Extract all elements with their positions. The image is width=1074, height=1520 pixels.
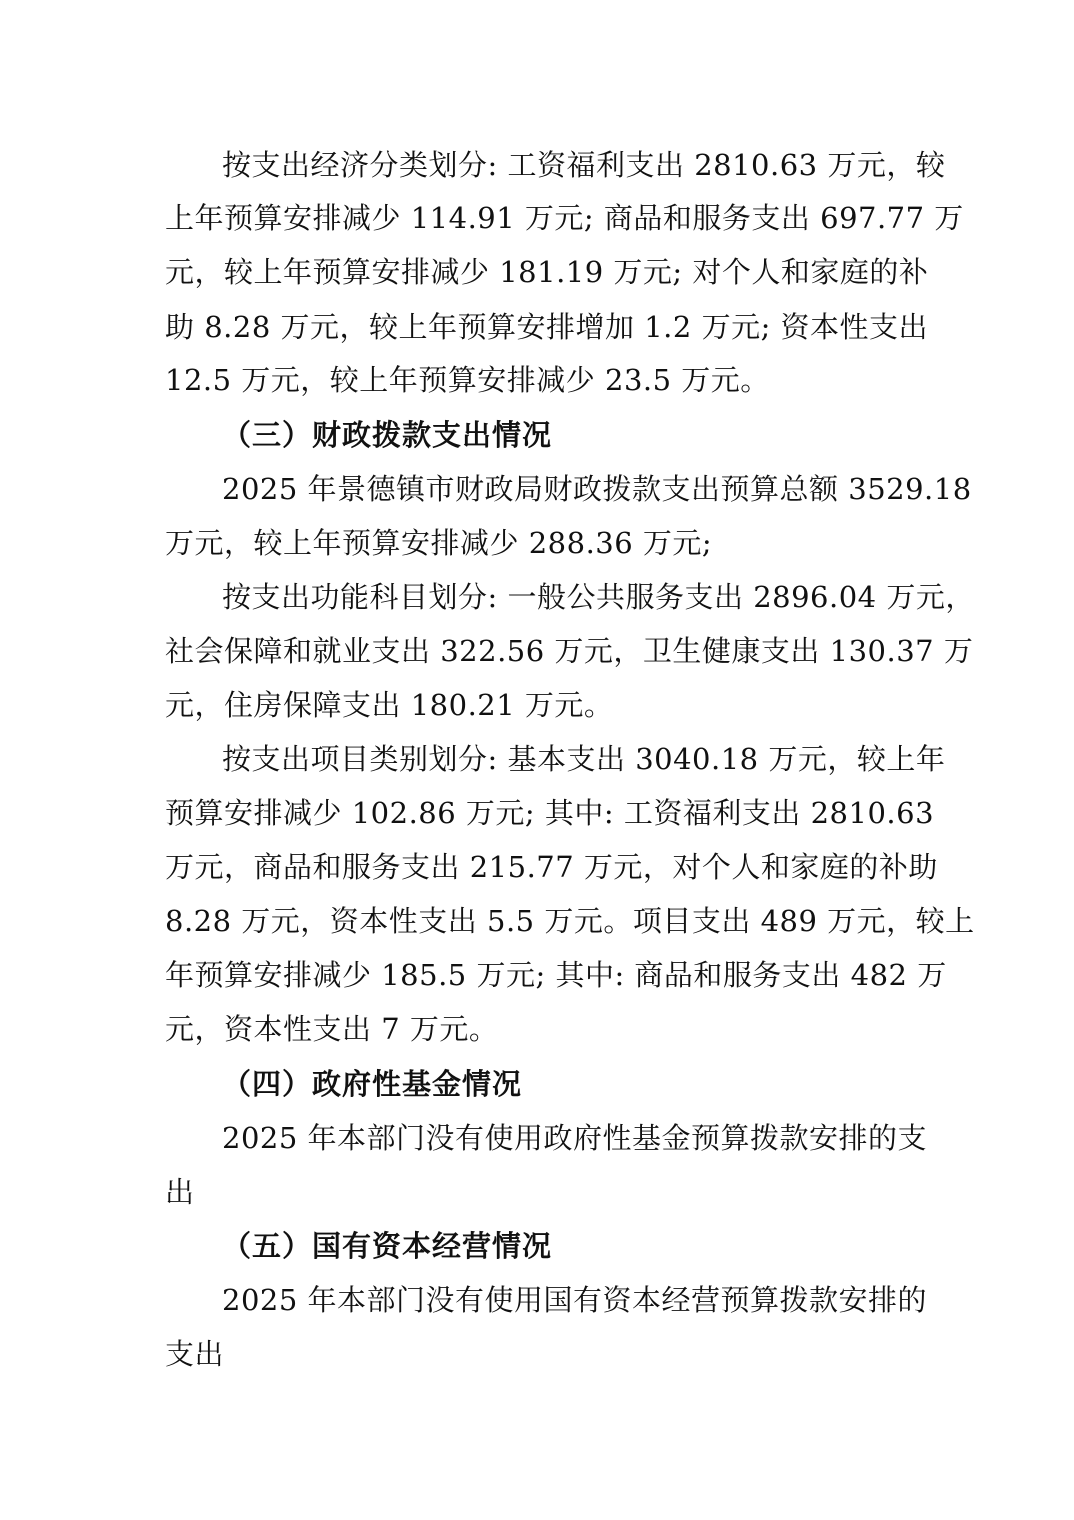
paragraph-project-category-line-5: 年预算安排减少 185.5 万元; 其中: 商品和服务支出 482 万 (165, 958, 947, 992)
paragraph-government-fund-line-2: 出 (165, 1175, 195, 1209)
section-heading-fiscal-appropriation: （三）财政拨款支出情况 (222, 418, 553, 452)
paragraph-economic-classification-line-1: 按支出经济分类划分: 工资福利支出 2810.63 万元，较 (222, 148, 946, 182)
section-heading-state-capital: （五）国有资本经营情况 (222, 1229, 553, 1263)
paragraph-state-capital-line-1: 2025 年本部门没有使用国有资本经营预算拨款安排的 (222, 1283, 928, 1317)
paragraph-economic-classification-line-4: 助 8.28 万元，较上年预算安排增加 1.2 万元; 资本性支出 (165, 310, 929, 344)
paragraph-total-budget-line-2: 万元，较上年预算安排减少 288.36 万元; (165, 526, 713, 560)
paragraph-economic-classification-line-3: 元，较上年预算安排减少 181.19 万元; 对个人和家庭的补 (165, 255, 929, 289)
paragraph-economic-classification-line-2: 上年预算安排减少 114.91 万元; 商品和服务支出 697.77 万 (165, 201, 964, 235)
paragraph-functional-classification-line-1: 按支出功能科目划分: 一般公共服务支出 2896.04 万元， (222, 580, 975, 614)
paragraph-economic-classification-line-5: 12.5 万元，较上年预算安排减少 23.5 万元。 (165, 363, 770, 397)
section-heading-government-fund: （四）政府性基金情况 (222, 1067, 523, 1101)
paragraph-state-capital-line-2: 支出 (165, 1337, 225, 1371)
paragraph-total-budget-line-1: 2025 年景德镇市财政局财政拨款支出预算总额 3529.18 (222, 472, 972, 506)
paragraph-project-category-line-4: 8.28 万元，资本性支出 5.5 万元。项目支出 489 万元，较上 (165, 904, 975, 938)
paragraph-functional-classification-line-3: 元，住房保障支出 180.21 万元。 (165, 688, 614, 722)
paragraph-functional-classification-line-2: 社会保障和就业支出 322.56 万元，卫生健康支出 130.37 万 (165, 634, 974, 668)
paragraph-project-category-line-2: 预算安排减少 102.86 万元; 其中: 工资福利支出 2810.63 (165, 796, 935, 830)
paragraph-project-category-line-6: 元，资本性支出 7 万元。 (165, 1012, 499, 1046)
paragraph-project-category-line-1: 按支出项目类别划分: 基本支出 3040.18 万元，较上年 (222, 742, 946, 776)
paragraph-government-fund-line-1: 2025 年本部门没有使用政府性基金预算拨款安排的支 (222, 1121, 928, 1155)
paragraph-project-category-line-3: 万元，商品和服务支出 215.77 万元，对个人和家庭的补助 (165, 850, 938, 884)
